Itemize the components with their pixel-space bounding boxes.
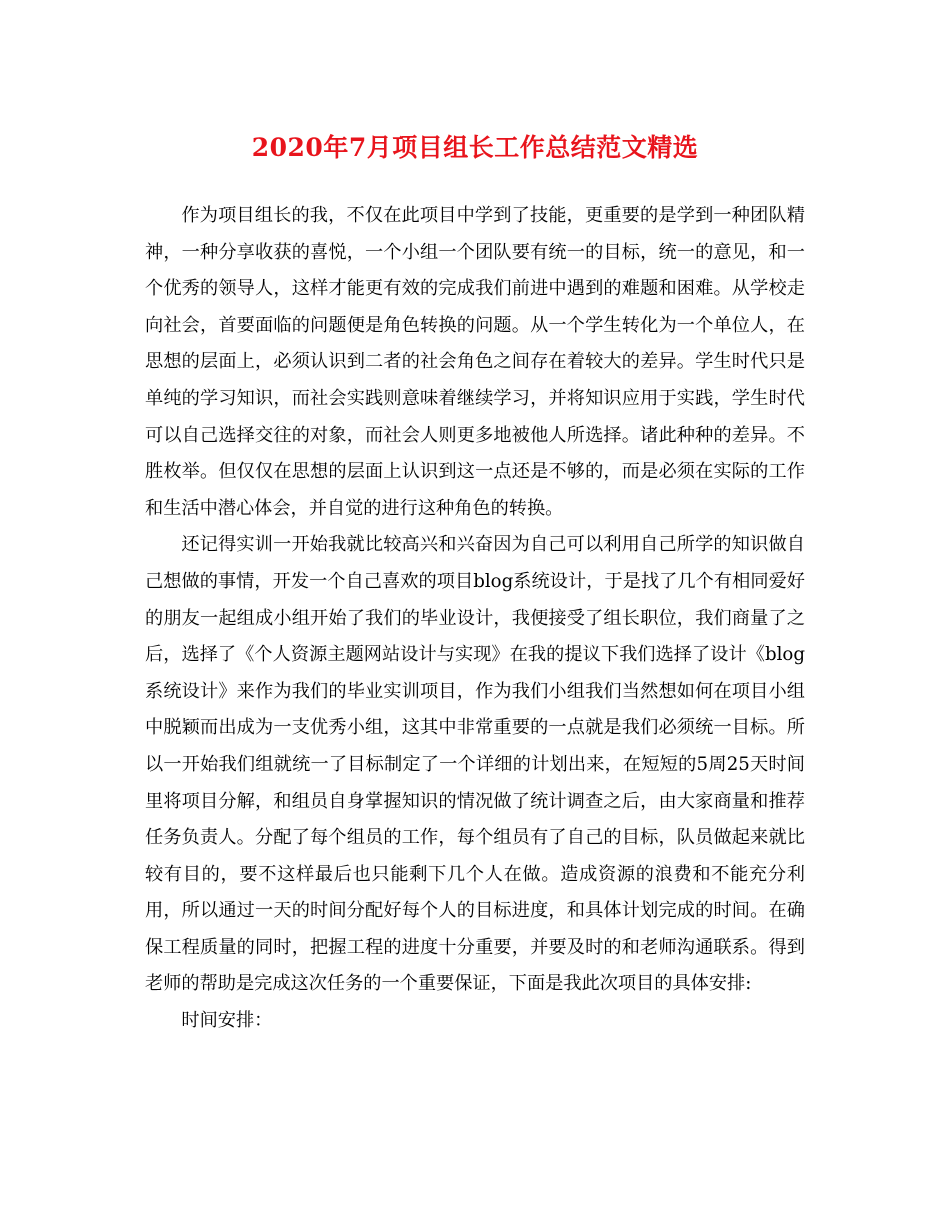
paragraph: 还记得实训一开始我就比较高兴和兴奋因为自己可以利用自己所学的知识做自己想做的事情，开发一个自己喜欢的项目blog系统设计，于是找了几个有相同爱好的朋友一起组成小组开始了我们的毕业设计，我便接受了组长职位，我们商量了之后，选择了《个人资源主题网站设计与实现》在我的提议下我们选择了设计《blog系统设计》来作为我们的毕业实训项目，作为我们小组我们当然想如何在项目小组中脱颖而出成为一支优秀小组，这其中非常重要的一点就是我们必须统一目标。所以一开始我们组就统一了目标制定了一个详细的计划出来，在短短的5周25天时间里将项目分解，和组员自身掌握知识的情况做了统计调查之后，由大家商量和推荐任务负责人。分配了每个组员的工作，每个组员有了自己的目标，队员做起来就比较有目的，要不这样最后也只能剩下几个人在做。造成资源的浪费和不能充分利用，所以通过一天的时间分配好每个人的目标进度，和具体计划完成的时间。在确保工程质量的同时，把握工程的进度十分重要，并要及时的和老师沟通联系。得到老师的帮助是完成这次任务的一个重要保证，下面是我此次项目的具体安排: <box>145 534 805 995</box>
document-body <box>145 198 805 1040</box>
document-title: 2020年7月项目组长工作总结范文精选 <box>251 133 699 162</box>
paragraph: 作为项目组长的我，不仅在此项目中学到了技能，更重要的是学到一种团队精神，一种分享收获的喜悦，一个小组一个团队要有统一的目标，统一的意见，和一个优秀的领导人，这样才能更有效的完成我们前进中遇到的难题和困难。从学校走向社会，首要面临的问题便是角色转换的问题。从一个学生转化为一个单位人，在思想的层面上，必须认识到二者的社会角色之间存在着较大的差异。学生时代只是单纯的学习知识，而社会实践则意味着继续学习，并将知识应用于实践，学生时代可以自己选择交往的对象，而社会人则更多地被他人所选择。诸此种种的差异。不胜枚举。但仅仅在思想的层面上认识到这一点还是不够的，而是必须在实际的工作和生活中潜心体会，并自觉的进行这种角色的转换。 <box>145 205 805 519</box>
paragraph: 时间安排： <box>181 1010 273 1032</box>
